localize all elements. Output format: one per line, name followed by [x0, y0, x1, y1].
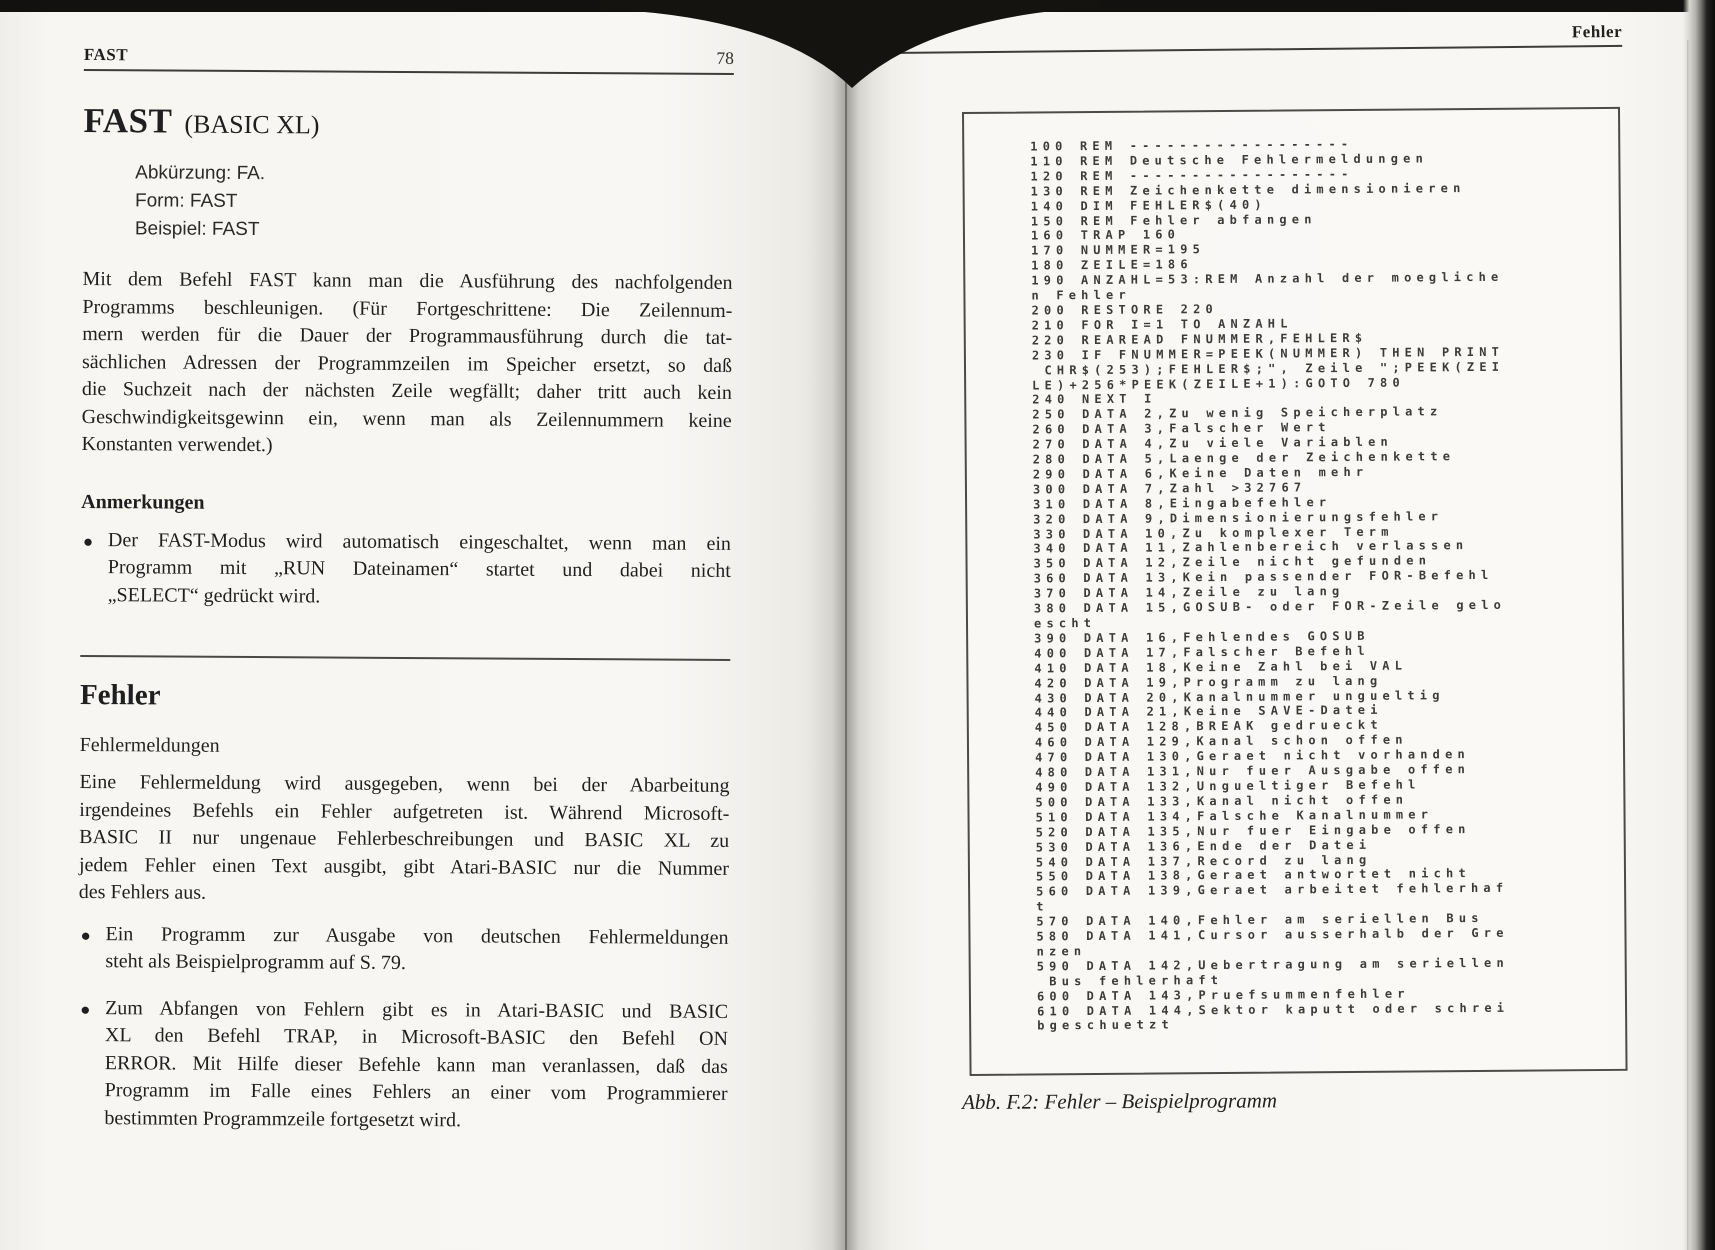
entry-title-dialect: (BASIC XL)	[184, 109, 320, 140]
fast-description-paragraph: Mit dem Befehl FAST kann man die Ausführung des nachfolgenden Programms beschleunigen. (Für Fortgeschrittene: Die Zeilennum- mern werden für die Dauer der Programmausführung durch die tat- sächlichen Adressen der Programmzeilen im Speicher ersetzt, so daß die Suchzeit nach der nächsten Zeile wegfällt; daher tritt auch kein Geschwindigkeitsgewinn ein, wenn man als Zeilennummern keine Konstanten verwendet.)	[81, 267, 733, 457]
fehler-bullet-2-text: Zum Abfangen von Fehlern gibt es in Atari-BASIC und BASIC XL den Befehl TRAP, in Microsoft-BASIC den Befehl ON ERROR. Mit Hilfe dieser Befehle kann man veranlassen, daß das Programm im Falle eines Fehlers an einer vom Programmierer bestimmten Programmzeile fortgesetzt wird.	[104, 996, 729, 1131]
page-edge-right	[1683, 0, 1715, 1250]
figure-caption: Abb. F.2: Fehler – Beispielprogramm	[962, 1088, 1278, 1114]
bullet-marker: ●	[80, 999, 91, 1019]
spec-example: Beispiel: FAST	[134, 218, 260, 241]
section-divider-rule	[80, 655, 730, 661]
bullet-marker: ●	[82, 531, 94, 551]
gutter-line	[845, 10, 847, 1250]
fehler-heading: Fehler	[79, 678, 161, 712]
entry-title-keyword: FAST	[83, 100, 173, 141]
fehler-description-paragraph: Eine Fehlermeldung wird ausgegeben, wenn bei der Abarbeitung irgendeines Befehls ein Fehler aufgetreten ist. Während Microsoft- BASIC II nur ungenaue Fehlerbeschreibungen und BASIC XL zu jedem Fehler einen Text ausgibt, gibt Atari-BASIC nur die Nummer des Fehlers aus.	[78, 770, 730, 904]
left-page-number: 78	[716, 47, 734, 68]
running-head-title: FAST	[83, 44, 129, 65]
bullet-marker: ●	[80, 925, 91, 945]
fehler-bullet-1-text: Ein Programm zur Ausgabe von deutschen Fehlermeldungen steht als Beispielprogramm auf S. 79.	[105, 922, 729, 974]
spec-abbreviation: Abkürzung: FA.	[135, 162, 266, 185]
basic-program-listing: 100 REM ------------------ 110 REM Deutsche Fehlermeldungen 120 REM ------------------ 130 REM Zeichenkette dimensionieren 140 DIM FEHLER$(40) 150 REM Fehler abfangen 160 TRAP 160 170 NUMMER=195 180 ZEILE=186 190 ANZAHL=53:REM Anzahl der moegliche n Fehler 200 RESTORE 220 210 FOR I=1 TO ANZAHL 220 REAREAD FNUMMER,FEHLER$ 230 IF FNUMMER=PEEK(NUMMER) THEN PRINT CHR$(253);FEHLER$;", Zeile ";PEEK(ZEI LE)+256*PEEK(ZEILE+1):GOTO 780 240 NEXT I 250 DATA 2,Zu wenig Speicherplatz 260 DATA 3,Falscher Wert 270 DATA 4,Zu viele Variablen 280 DATA 5,Laenge der Zeichenkette 290 DATA 6,Keine Daten mehr 300 DATA 7,Zahl >32767 310 DATA 8,Eingabefehler 320 DATA 9,Dimensionierungsfehler 330 DATA 10,Zu komplexer Term 340 DATA 11,Zahlenbereich verlassen 350 DATA 12,Zeile nicht gefunden 360 DATA 13,Kein passender FOR-Befehl 370 DATA 14,Zeile zu lang 380 DATA 15,GOSUB- oder FOR-Zeile gelo escht 390 DATA 16,Fehlendes GOSUB 400 DATA 17,Falscher Befehl 410 DATA 18,Keine Zahl bei VAL 420 DATA 19,Programm zu lang 430 DATA 20,Kanalnummer ungueltig 440 DATA 21,Keine SAVE-Datei 450 DATA 128,BREAK gedrueckt 460 DATA 129,Kanal schon offen 470 DATA 130,Geraet nicht vorhanden 480 DATA 131,Nur fuer Ausgabe offen 490 DATA 132,Ungueltiger Befehl 500 DATA 133,Kanal nicht offen 510 DATA 134,Falsche Kanalnummer 520 DATA 135,Nur fuer Eingabe offen 530 DATA 136,Ende der Datei 540 DATA 137,Record zu lang 550 DATA 138,Geraet antwortet nicht 560 DATA 139,Geraet arbeitet fehlerhaf t 570 DATA 140,Fehler am seriellen Bus 580 DATA 141,Cursor ausserhalb der Gre nzen 590 DATA 142,Uebertragung am seriellen Bus fehlerhaft 600 DATA 143,Pruefsummenfehler 610 DATA 144,Sektor kaputt oder schrei bgeschuetzt	[1030, 136, 1510, 1033]
fehler-subheading: Fehlermeldungen	[79, 733, 220, 757]
binding-shadow	[600, 0, 1100, 96]
listing-frame	[962, 107, 1628, 1076]
fehler-bullet-1	[78, 920, 728, 979]
anmerkungen-bullet	[81, 526, 731, 612]
fehler-bullet-2	[77, 994, 728, 1135]
anmerkungen-bullet-text: Der FAST-Modus wird automatisch eingeschaltet, wenn man ein Programm mit „RUN Dateinamen“ startet und dabei nicht „SELECT“ gedrückt wird.	[107, 528, 732, 607]
entry-title	[83, 101, 733, 145]
anmerkungen-heading: Anmerkungen	[81, 490, 205, 514]
left-page-content	[77, 44, 734, 1136]
spec-form: Form: FAST	[134, 190, 238, 212]
command-specs	[135, 159, 734, 247]
right-running-head-title: Fehler	[1571, 21, 1623, 42]
left-page	[0, 10, 846, 1250]
